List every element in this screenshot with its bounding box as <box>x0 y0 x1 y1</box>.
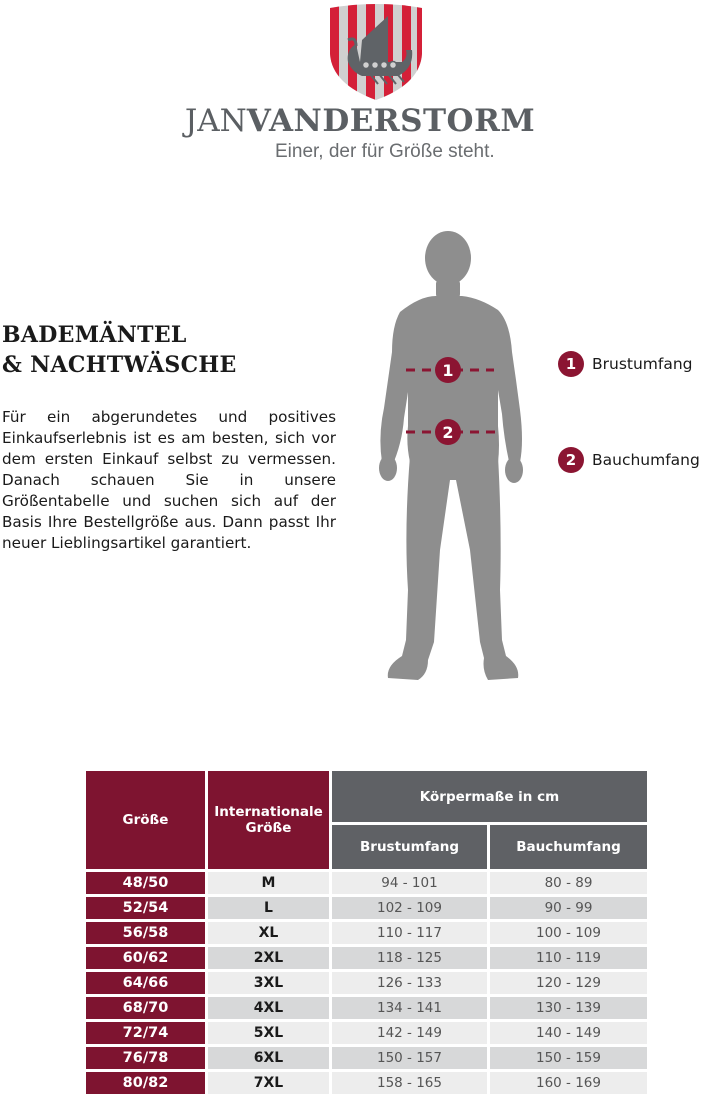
number-badge-icon: 2 <box>558 447 584 473</box>
marker-2 <box>435 419 461 445</box>
cell-intl: L <box>208 897 329 919</box>
cell-intl: 2XL <box>208 947 329 969</box>
intro-text: Für ein abgerundetes und positives Einkaufserlebnis ist es am besten, sich vor dem ersten Einkauf selbst zu vermessen. Danach schauen Sie in unsere Größentabelle und suchen sich auf der Basis Ihre Bestellgröße aus. Dann passt Ihr neuer Lieblingsartikel garantiert. <box>2 408 336 552</box>
cell-intl: 6XL <box>208 1047 329 1069</box>
cell-intl: 4XL <box>208 997 329 1019</box>
cell-belly: 80 - 89 <box>490 872 647 894</box>
table-row <box>86 947 647 969</box>
cell-belly: 100 - 109 <box>490 922 647 944</box>
cell-chest: 118 - 125 <box>332 947 487 969</box>
cell-intl: M <box>208 872 329 894</box>
cell-belly: 160 - 169 <box>490 1072 647 1094</box>
viking-ship-shield-icon <box>326 2 426 102</box>
title-line-1: BADEMÄNTEL <box>2 322 187 348</box>
cell-belly: 150 - 159 <box>490 1047 647 1069</box>
legend-label: Bauchumfang <box>592 451 700 469</box>
cell-chest: 102 - 109 <box>332 897 487 919</box>
brand-logo <box>0 0 720 170</box>
cell-chest: 150 - 157 <box>332 1047 487 1069</box>
header-body-measurements: Körpermaße in cm <box>332 771 647 822</box>
cell-intl: 5XL <box>208 1022 329 1044</box>
cell-size: 56/58 <box>86 922 205 944</box>
svg-text:1: 1 <box>442 361 454 380</box>
cell-belly: 140 - 149 <box>490 1022 647 1044</box>
brand-name-light: JAN <box>184 103 247 139</box>
cell-intl: XL <box>208 922 329 944</box>
svg-text:2: 2 <box>442 423 454 442</box>
legend-label: Brustumfang <box>592 355 693 373</box>
cell-size: 60/62 <box>86 947 205 969</box>
cell-size: 52/54 <box>86 897 205 919</box>
cell-size: 48/50 <box>86 872 205 894</box>
cell-size: 80/82 <box>86 1072 205 1094</box>
table-row <box>86 872 647 894</box>
cell-chest: 126 - 133 <box>332 972 487 994</box>
body-silhouette-figure <box>370 230 540 690</box>
size-table <box>83 768 650 1097</box>
cell-intl: 7XL <box>208 1072 329 1094</box>
table-row <box>86 1072 647 1094</box>
table-row <box>86 1022 647 1044</box>
table-row <box>86 897 647 919</box>
cell-size: 72/74 <box>86 1022 205 1044</box>
cell-belly: 110 - 119 <box>490 947 647 969</box>
header-international: Internationale Größe <box>208 771 329 869</box>
cell-chest: 134 - 141 <box>332 997 487 1019</box>
cell-size: 76/78 <box>86 1047 205 1069</box>
cell-chest: 94 - 101 <box>332 872 487 894</box>
cell-belly: 130 - 139 <box>490 997 647 1019</box>
marker-1 <box>435 357 461 383</box>
cell-intl: 3XL <box>208 972 329 994</box>
table-row <box>86 1047 647 1069</box>
header-size: Größe <box>86 771 205 869</box>
brand-name-bold: VANDERSTORM <box>246 103 536 139</box>
cell-size: 68/70 <box>86 997 205 1019</box>
legend-item-chest <box>558 351 693 377</box>
brand-tagline: Einer, der für Größe steht. <box>275 141 495 162</box>
cell-chest: 110 - 117 <box>332 922 487 944</box>
cell-size: 64/66 <box>86 972 205 994</box>
cell-chest: 142 - 149 <box>332 1022 487 1044</box>
brand-name <box>0 103 720 139</box>
table-row <box>86 997 647 1019</box>
header-chest: Brustumfang <box>332 825 487 869</box>
legend-item-belly <box>558 447 700 473</box>
number-badge-icon: 1 <box>558 351 584 377</box>
title-line-2: & NACHTWÄSCHE <box>2 352 237 378</box>
header-belly: Bauchumfang <box>490 825 647 869</box>
page-title <box>2 320 237 380</box>
cell-chest: 158 - 165 <box>332 1072 487 1094</box>
table-row <box>86 972 647 994</box>
cell-belly: 120 - 129 <box>490 972 647 994</box>
cell-belly: 90 - 99 <box>490 897 647 919</box>
table-row <box>86 922 647 944</box>
